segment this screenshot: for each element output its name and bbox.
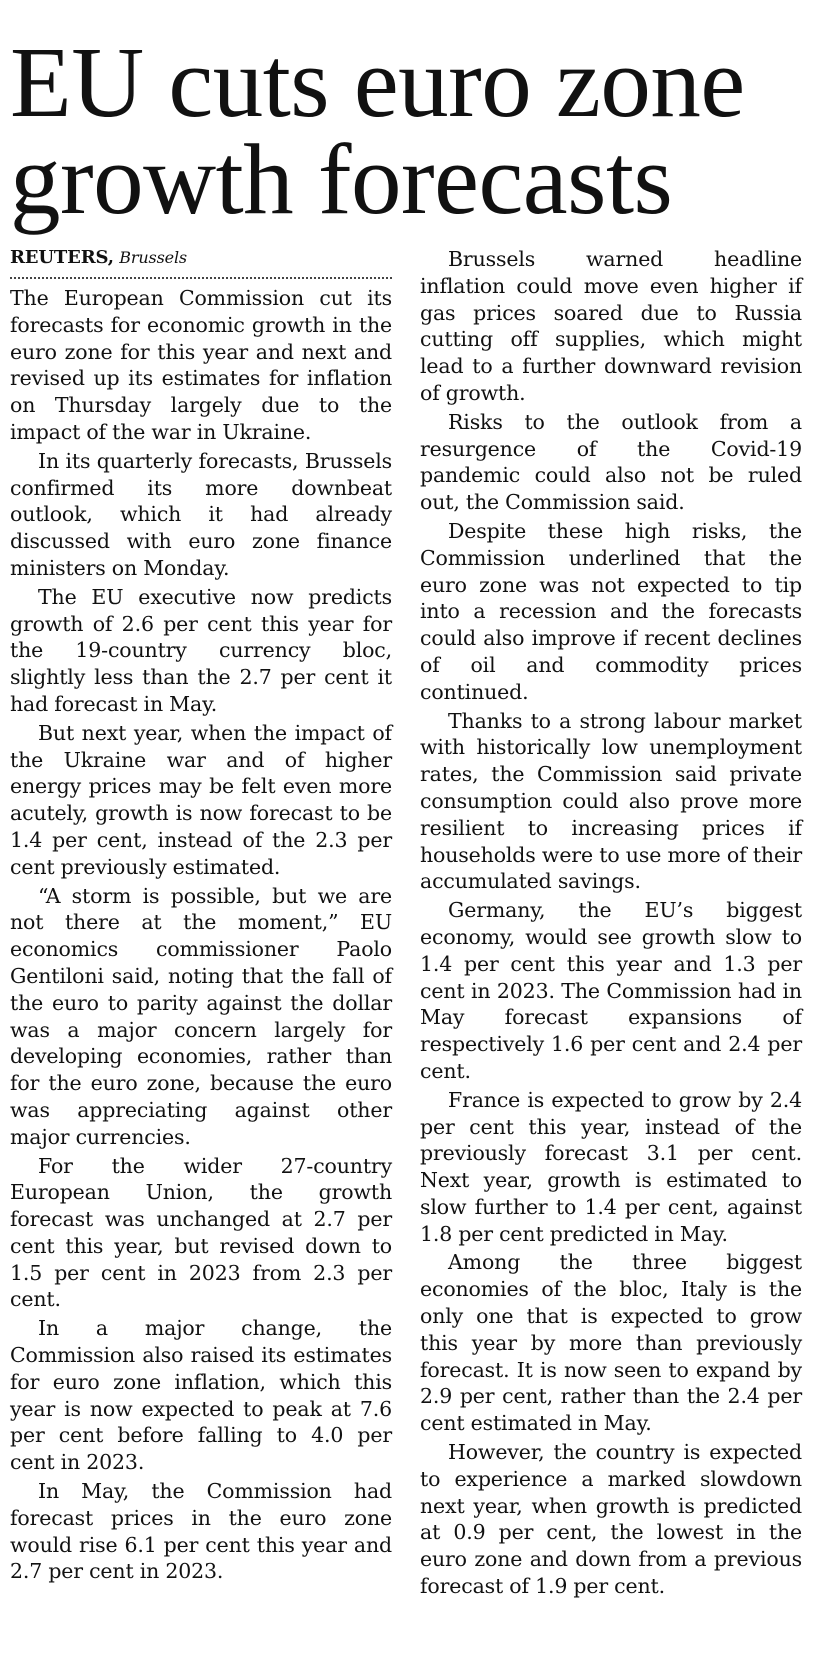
- paragraph: “A storm is possible, but we are not there at the moment,” EU economics commissioner Paolo Gentiloni said, noting that the fall of the euro to parity against the dollar was a major concern largely for developing economies, rather than for the euro zone, because the euro was appreciating against other major currencies.: [10, 883, 392, 1149]
- byline: [10, 246, 392, 279]
- paragraph: Germany, the EU’s biggest economy, would see growth slow to 1.4 per cent this year and 1.3 per cent in 2023. The Commission had in May forecast expansions of respectively 1.6 per cent and 2.4 per cent.: [420, 898, 802, 1083]
- paragraph: France is expected to grow by 2.4 per cent this year, instead of the previously forecast 3.1 per cent. Next year, growth is estimated to slow further to 1.4 per cent, against 1.8 per cent predicted in May.: [420, 1087, 802, 1246]
- paragraph: Thanks to a strong labour market with historically low unemployment rates, the Commission said private consumption could also prove more resilient to increasing prices if households were to use more of their accumulated savings.: [420, 708, 802, 894]
- left-column: [10, 246, 392, 1652]
- paragraph: Despite these high risks, the Commission underlined that the euro zone was not expected to tip into a recession and the forecasts could also improve if recent declines of oil and commodity prices continued.: [420, 518, 802, 704]
- byline-agency: REUTERS,: [10, 247, 114, 268]
- paragraph: The European Commission cut its forecasts for economic growth in the euro zone for this year and next and revised up its estimates for inflation on Thursday largely due to the impact of the war in Ukraine.: [10, 286, 392, 444]
- paragraph: For the wider 27-country European Union, the growth forecast was unchanged at 2.7 per cent this year, but revised down to 1.5 per cent in 2023 from 2.3 per cent.: [10, 1153, 392, 1312]
- right-column: [420, 246, 802, 1652]
- byline-location: Brussels: [119, 248, 187, 267]
- paragraph: However, the country is expected to experience a marked slowdown next year, when growth is predicted at 0.9 per cent, the lowest in the euro zone and down from a previous forecast of 1.9 per cent.: [420, 1440, 802, 1599]
- article-body: [10, 246, 826, 1652]
- paragraph: In May, the Commission had forecast prices in the euro zone would rise 6.1 per cent this year and 2.7 per cent in 2023.: [10, 1479, 392, 1584]
- paragraph: The EU executive now predicts growth of 2.6 per cent this year for the 19-country currency bloc, slightly less than the 2.7 per cent it had forecast in May.: [10, 584, 392, 716]
- paragraph: Risks to the outlook from a resurgence of the Covid-19 pandemic could also not be ruled out, the Commission said.: [420, 409, 802, 515]
- paragraph: In a major change, the Commission also raised its estimates for euro zone inflation, which this year is now expected to peak at 7.6 per cent before falling to 4.0 per cent in 2023.: [10, 1316, 392, 1475]
- paragraph: But next year, when the impact of the Ukraine war and of higher energy prices may be felt even more acutely, growth is now forecast to be 1.4 per cent, instead of the 2.3 per cent previously estimated.: [10, 720, 392, 879]
- headline: EU cuts euro zone growth forecasts: [10, 26, 745, 235]
- paragraph: In its quarterly forecasts, Brussels confirmed its more downbeat outlook, which it had already discussed with euro zone finance ministers on Monday.: [10, 448, 392, 580]
- paragraph: Brussels warned headline inflation could move even higher if gas prices soared due to Russia cutting off supplies, which might lead to a further downward revision of growth.: [420, 247, 802, 405]
- paragraph: Among the three biggest economies of the bloc, Italy is the only one that is expected to grow this year by more than previously forecast. It is now seen to expand by 2.9 per cent, rather than the 2.4 per cent estimated in May.: [420, 1250, 802, 1436]
